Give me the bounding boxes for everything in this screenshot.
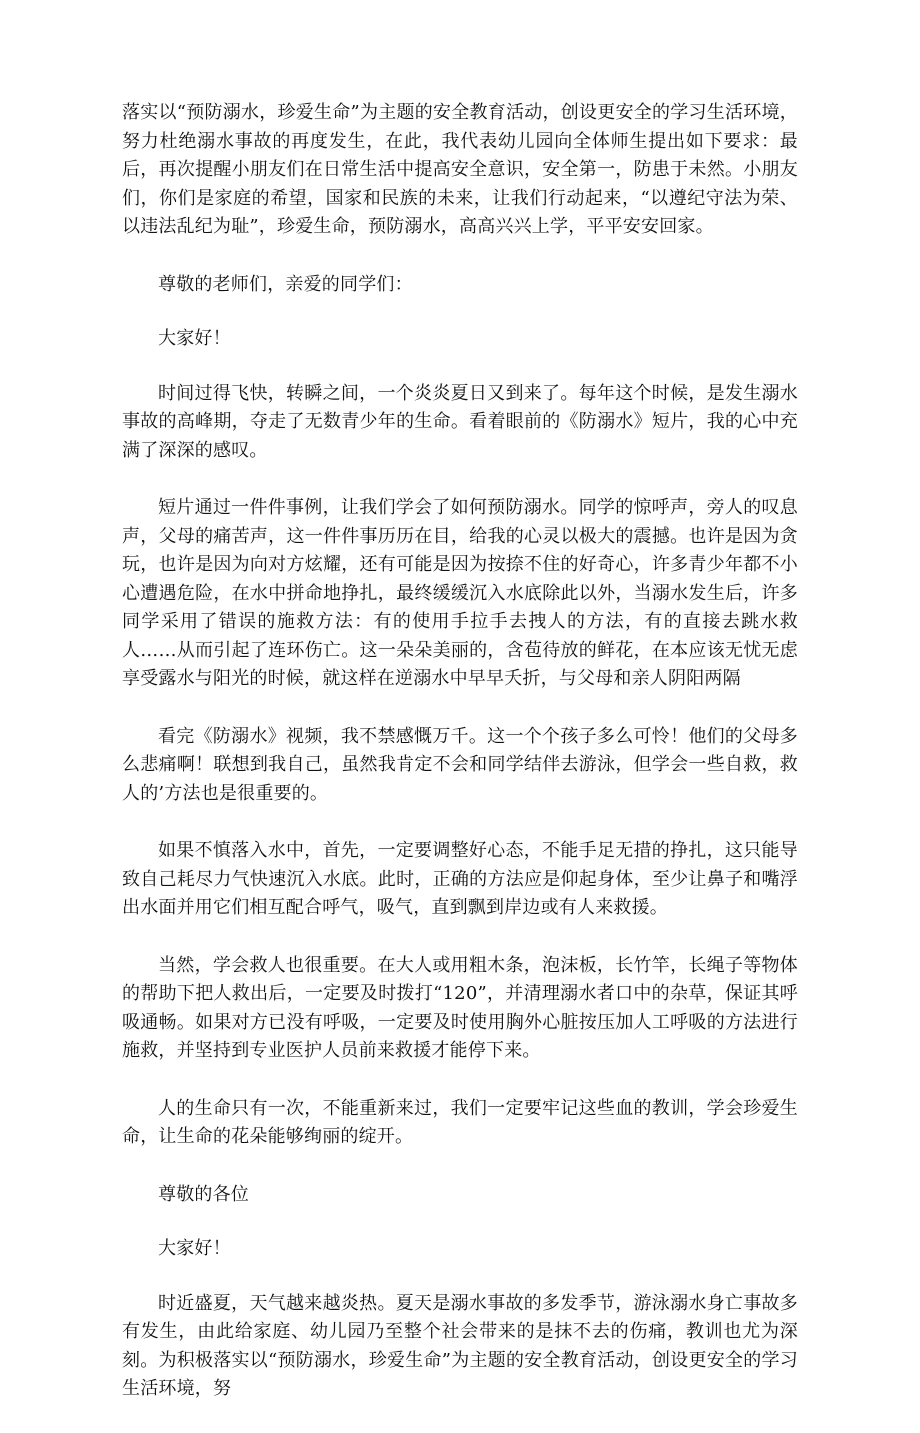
paragraph-7: 如果不慎落入水中，首先，一定要调整好心态，不能手足无措的挣扎，这只能导致自己耗尽力气快速沉入水底。此时，正确的方法应是仰起身体，至少让鼻子和嘴浮出水面并用它们相互配合呼气，吸气，直到飘到岸边或有人来救援。: [122, 840, 798, 918]
paragraph-5: 短片通过一件件事例，让我们学会了如何预防溺水。同学的惊呼声，旁人的叹息声，父母的痛苦声，这一件件事历历在目，给我的心灵以极大的震撼。也许是因为贪玩，也许是因为向对方炫耀，还有可能是因为按捺不住的好奇心，许多青少年都不小心遭遇危险，在水中拼命地挣扎，最终缓缓沉入水底除此以外，当溺水发生后，许多同学采用了错误的施救方法：有的使用手拉手去拽人的方法，有的直接去跳水救人……从而引起了连环伤亡。这一朵朵美丽的，含苞待放的鲜花，在本应该无忧无虑享受露水与阳光的时候，就这样在逆溺水中早早夭折，与父母和亲人阴阳两隔: [122, 497, 798, 689]
paragraph-12: 时近盛夏，天气越来越炎热。夏天是溺水事故的多发季节，游泳溺水身亡事故多有发生，由此给家庭、幼儿园乃至整个社会带来的是抹不去的伤痛，教训也尤为深刻。为积极落实以“预防溺水，珍爱生命”为主题的安全教育活动，创设更安全的学习生活环境，努: [122, 1292, 798, 1399]
paragraph-1: 落实以“预防溺水，珍爱生命”为主题的安全教育活动，创设更安全的学习生活环境，努力杜绝溺水事故的再度发生，在此，我代表幼儿园向全体师生提出如下要求：最后，再次提醒小朋友们在日常生活中提高安全意识，安全第一，防患于未然。小朋友们，你们是家庭的希望，国家和民族的未来，让我们行动起来，“以遵纪守法为荣、以违法乱纪为耻”，珍爱生命，预防溺水，高高兴兴上学，平平安安回家。: [122, 102, 798, 237]
paragraph-6: 看完《防溺水》视频，我不禁感慨万千。这一个个孩子多么可怜！他们的父母多么悲痛啊！联想到我自己，虽然我肯定不会和同学结伴去游泳，但学会一些自救，救人的’方法也是很重要的。: [122, 725, 798, 804]
document-body: [122, 99, 798, 1433]
greeting-2: 大家好！: [158, 1238, 231, 1259]
paragraph-8: 当然，学会救人也很重要。在大人或用粗木条，泡沫板，长竹竿，长绳子等物体的帮助下把人救出后，一定要及时拨打“120”，并清理溺水者口中的杂草，保证其呼吸通畅。如果对方已没有呼吸，一定要及时使用胸外心脏按压加人工呼吸的方法进行施救，并坚持到专业医护人员前来救援才能停下来。: [122, 954, 798, 1061]
paragraph-4: 时间过得飞快，转瞬之间，一个炎炎夏日又到来了。每年这个时候，是发生溺水事故的高峰期，夺走了无数青少年的生命。看着眼前的《防溺水》短片，我的心中充满了深深的感叹。: [122, 382, 798, 461]
paragraph-9: 人的生命只有一次，不能重新来过，我们一定要牢记这些血的教训，学会珍爱生命，让生命的花朵能够绚丽的绽开。: [122, 1097, 798, 1147]
salutation-everyone: 尊敬的各位: [158, 1183, 249, 1205]
greeting: 大家好！: [158, 328, 231, 349]
salutation-teachers-students: 尊敬的老师们，亲爱的同学们：: [158, 273, 413, 295]
